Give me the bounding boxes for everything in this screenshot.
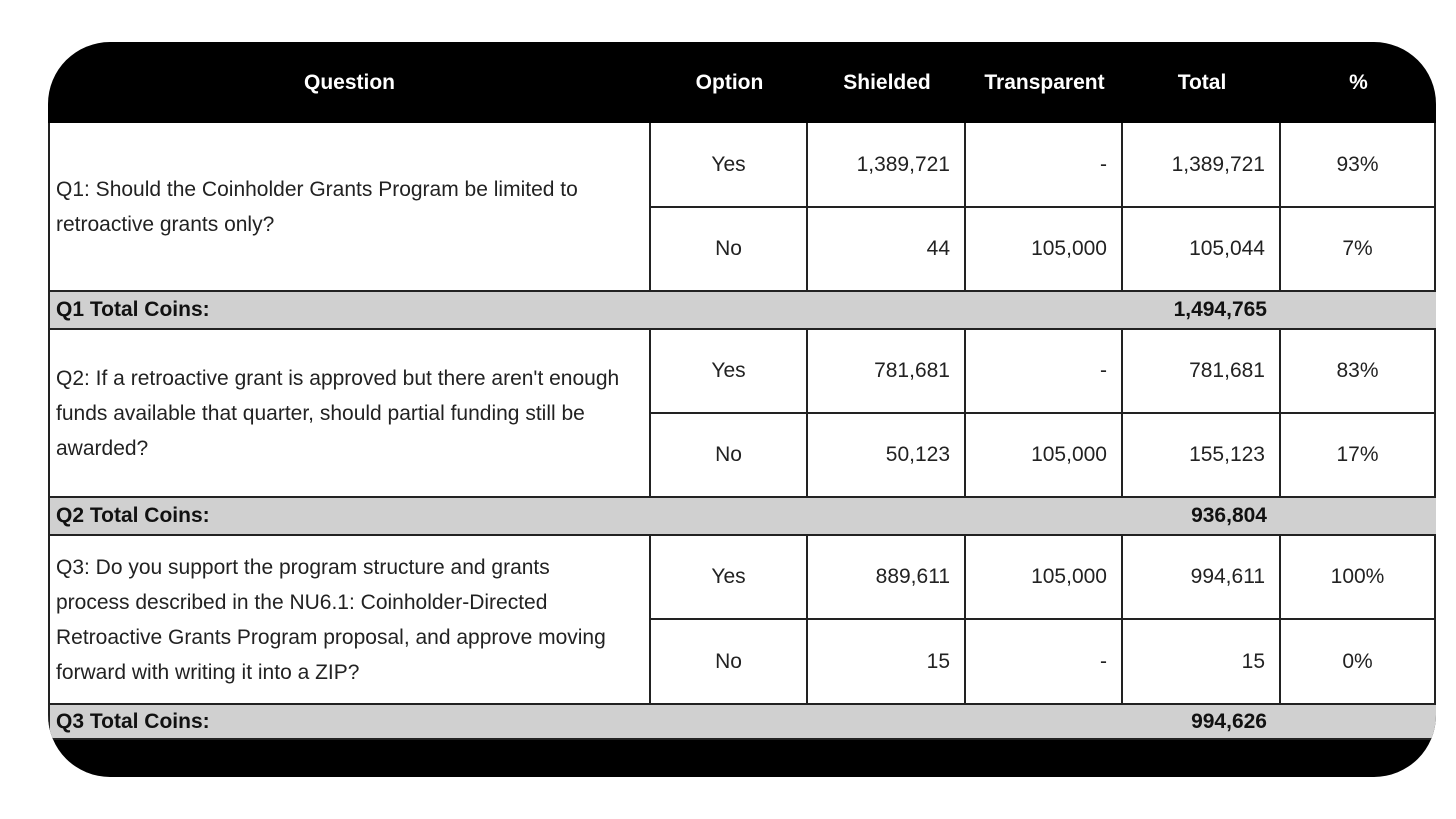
total-coins-label: Q3 Total Coins: <box>48 705 1123 740</box>
total-row-filler <box>1281 498 1436 536</box>
option-cell: Yes <box>651 330 808 414</box>
results-table <box>48 42 1436 740</box>
question-text: Q1: Should the Coinholder Grants Program be limited to retroactive grants only? <box>48 123 651 292</box>
total-cell: 781,681 <box>1123 330 1281 414</box>
percent-cell: 93% <box>1281 123 1436 208</box>
transparent-cell: - <box>966 620 1123 705</box>
shielded-cell: 50,123 <box>808 414 966 498</box>
results-table-card <box>48 42 1436 777</box>
total-row-filler <box>1281 292 1436 330</box>
percent-cell: 7% <box>1281 208 1436 292</box>
total-coins-value: 1,494,765 <box>1123 292 1281 330</box>
total-cell: 994,611 <box>1123 536 1281 620</box>
transparent-cell: 105,000 <box>966 208 1123 292</box>
percent-cell: 83% <box>1281 330 1436 414</box>
header-percent: % <box>1349 70 1368 94</box>
option-cell: Yes <box>651 536 808 620</box>
header-option: Option <box>695 70 764 94</box>
transparent-cell: - <box>966 330 1123 414</box>
shielded-cell: 781,681 <box>808 330 966 414</box>
total-cell: 105,044 <box>1123 208 1281 292</box>
transparent-cell: 105,000 <box>966 414 1123 498</box>
transparent-cell: 105,000 <box>966 536 1123 620</box>
total-coins-value: 936,804 <box>1123 498 1281 536</box>
header-transparent: Transparent <box>984 70 1105 94</box>
option-cell: Yes <box>651 123 808 208</box>
total-row-filler <box>1281 705 1436 740</box>
percent-cell: 100% <box>1281 536 1436 620</box>
shielded-cell: 1,389,721 <box>808 123 966 208</box>
shielded-cell: 889,611 <box>808 536 966 620</box>
total-cell: 1,389,721 <box>1123 123 1281 208</box>
total-coins-value: 994,626 <box>1123 705 1281 740</box>
header-total: Total <box>1177 70 1227 94</box>
percent-cell: 17% <box>1281 414 1436 498</box>
percent-cell: 0% <box>1281 620 1436 705</box>
shielded-cell: 44 <box>808 208 966 292</box>
question-text: Q2: If a retroactive grant is approved but there aren't enough funds available that quarter, should partial funding still be awarded? <box>48 330 651 498</box>
total-cell: 155,123 <box>1123 414 1281 498</box>
header-shielded: Shielded <box>843 70 931 94</box>
header-question: Question <box>303 70 395 94</box>
total-coins-label: Q2 Total Coins: <box>48 498 1123 536</box>
option-cell: No <box>651 414 808 498</box>
total-coins-label: Q1 Total Coins: <box>48 292 1123 330</box>
total-cell: 15 <box>1123 620 1281 705</box>
option-cell: No <box>651 208 808 292</box>
question-text: Q3: Do you support the program structure and grants process described in the NU6.1: Coinholder-Directed Retroactive Grants Program proposal, and approve moving forward with writing it into a ZIP? <box>48 536 651 705</box>
transparent-cell: - <box>966 123 1123 208</box>
option-cell: No <box>651 620 808 705</box>
shielded-cell: 15 <box>808 620 966 705</box>
